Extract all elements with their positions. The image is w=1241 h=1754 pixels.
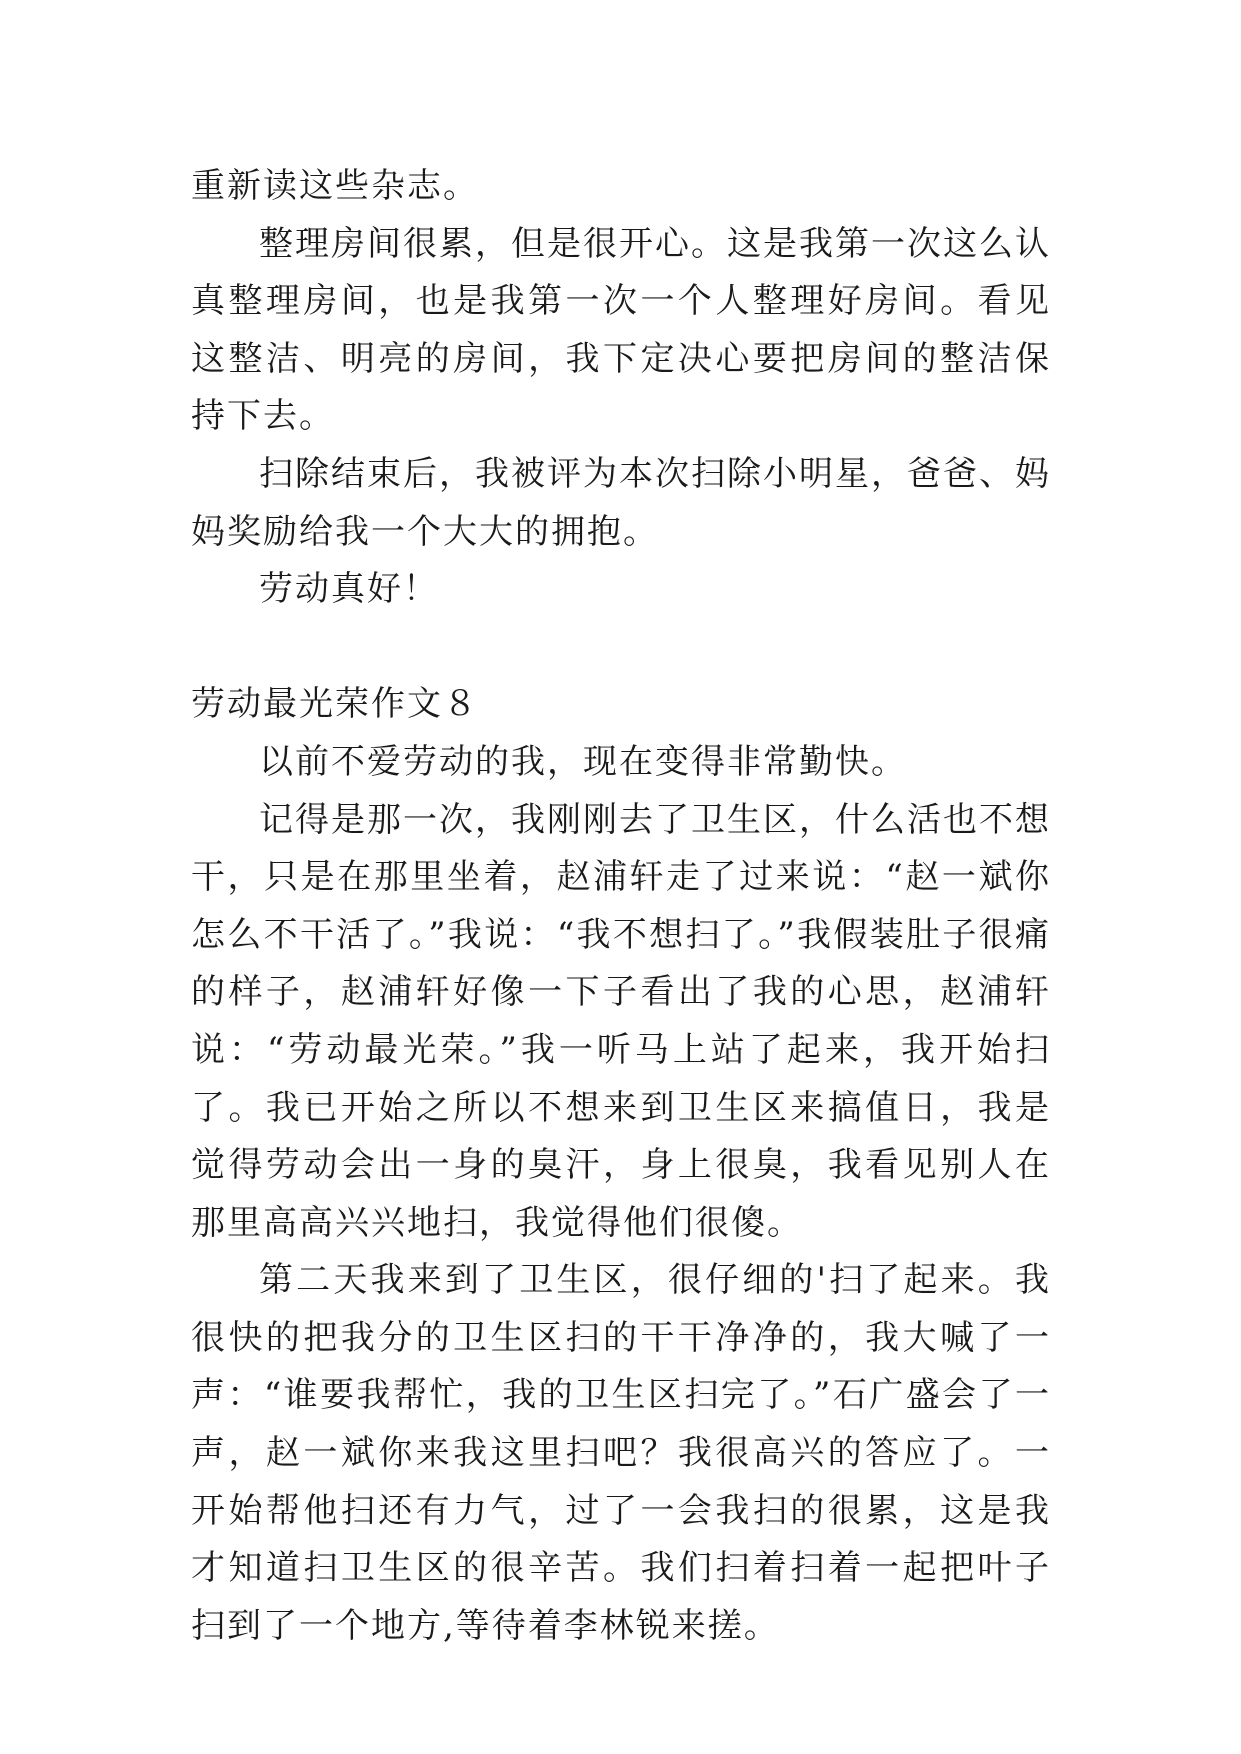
paragraph: 整理房间很累，但是很开心。这是我第一次这么认真整理房间，也是我第一次一个人整理好房间。看见这整洁、明亮的房间，我下定决心要把房间的整洁保持下去。: [191, 223, 1051, 437]
blank-line: [191, 619, 1051, 677]
paragraph: 第二天我来到了卫生区，很仔细的'扫了起来。我很快的把我分的卫生区扫的干干净净的，我大喊了一声：“谁要我帮忙，我的卫生区扫完了。”石广盛会了一声，赵一斌你来我这里扫吧？我很高兴的答应了。一开始帮他扫还有力气，过了一会我扫的很累，这是我才知道扫卫生区的很辛苦。我们扫着扫着一起把叶子扫到了一个地方,等待着李林锐来搓。: [191, 1260, 1051, 1646]
paragraph: 以前不爱劳动的我，现在变得非常勤快。: [259, 741, 907, 782]
essay-heading: 劳动最光荣作文８: [191, 684, 479, 725]
document-body: [191, 158, 1051, 1655]
paragraph: 劳动真好！: [259, 569, 439, 610]
paragraph: 扫除结束后，我被评为本次扫除小明星，爸爸、妈妈奖励给我一个大大的拥抱。: [191, 453, 1051, 552]
paragraph-continuation: 重新读这些杂志。: [191, 166, 479, 206]
paragraph: 记得是那一次，我刚刚去了卫生区，什么活也不想干，只是在那里坐着，赵浦轩走了过来说：“赵一斌你怎么不干活了。”我说：“我不想扫了。”我假装肚子很痛的样子，赵浦轩好像一下子看出了我的心思，赵浦轩说：“劳动最光荣。”我一听马上站了起来，我开始扫了。我已开始之所以不想来到卫生区来搞值日，我是觉得劳动会出一身的臭汗，身上很臭，我看见别人在那里高高兴兴地扫，我觉得他们很傻。: [191, 799, 1051, 1243]
